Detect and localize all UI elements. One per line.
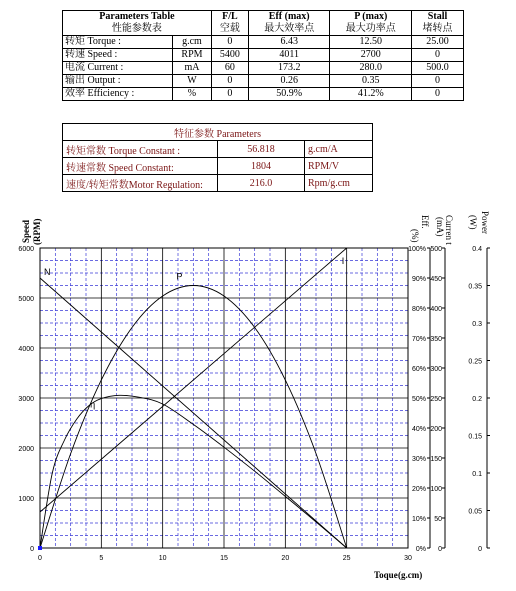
cell-value: 5400: [211, 49, 248, 62]
power-tick-label: 0.3: [472, 321, 482, 328]
speed-tick-label: 6000: [18, 246, 34, 253]
power-tick-label: 0.35: [468, 283, 482, 291]
cell-value: 41.2%: [330, 88, 412, 101]
x-tick-label: 15: [220, 555, 228, 562]
eff-tick-label: 20%: [411, 486, 426, 493]
constant-unit: g.cm/A: [305, 141, 373, 158]
speed-tick-label: 5000: [18, 296, 34, 303]
current-axis-label: Curren t: [444, 215, 454, 245]
x-tick-label: 5: [99, 555, 104, 562]
power-tick-label: 0.25: [468, 358, 482, 366]
current-tick-label: 150: [430, 456, 442, 463]
speed-tick-label: 4000: [18, 346, 34, 353]
origin-marker: [38, 546, 42, 550]
cell-value: 0: [211, 75, 248, 88]
param-header-cn: 堵转点: [422, 23, 453, 34]
row-label: 转矩 Torque :: [63, 36, 173, 49]
row-label: 效率 Efficiency :: [63, 88, 173, 101]
table-row: [63, 158, 373, 175]
series-label: η: [90, 399, 96, 410]
param-header-cn: 性能参数表: [111, 23, 162, 34]
x-tick-label: 25: [342, 555, 351, 562]
table-row: [63, 88, 464, 101]
cell-value: 0: [412, 75, 464, 88]
current-tick-label: 450: [430, 276, 442, 283]
table-row: [63, 75, 464, 88]
series-label: N: [44, 267, 51, 277]
eff-tick-label: 10%: [411, 516, 426, 523]
table-row: [63, 141, 373, 158]
constants-table: [62, 123, 373, 192]
x-tick-label: 0: [38, 555, 42, 562]
row-unit: mA: [173, 62, 212, 75]
x-axis-label: Toque: [374, 570, 398, 580]
power-axis-label: Power: [480, 211, 490, 234]
param-header-en: Stall: [427, 11, 448, 22]
current-tick-label: 50: [434, 516, 442, 523]
eff-tick-label: 60%: [411, 366, 426, 373]
table-row: [63, 62, 464, 75]
param-header-cn: 最大效率点: [264, 23, 315, 34]
cell-value: 500.0: [412, 62, 464, 75]
current-tick-label: 200: [430, 426, 442, 433]
cell-value: 0.35: [330, 75, 412, 88]
speed-tick-label: 1000: [18, 496, 34, 503]
power-tick-label: 0.15: [468, 433, 482, 441]
row-label: 输出 Output :: [63, 75, 173, 88]
constant-value: 56.818: [218, 141, 305, 158]
motor-performance-chart: [0, 205, 516, 591]
current-tick-label: 100: [430, 486, 442, 493]
constant-unit: Rpm/g.cm: [305, 175, 373, 192]
param-header-3: [330, 11, 412, 36]
x-tick-label: 20: [281, 555, 290, 562]
table-row: [63, 36, 464, 49]
cell-value: 4011: [248, 49, 330, 62]
speed-tick-label: 0: [30, 546, 34, 553]
param-header-en: Eff (max): [268, 11, 310, 22]
eff-axis-label: Eff.: [420, 215, 430, 229]
row-label: 转速 Speed :: [63, 49, 173, 62]
eff-tick-label: 80%: [411, 306, 426, 313]
row-unit: W: [173, 75, 212, 88]
row-unit: %: [173, 88, 212, 101]
cell-value: 173.2: [248, 62, 330, 75]
param-header-cn: 最大功率点: [345, 23, 396, 34]
cell-value: 2700: [330, 49, 412, 62]
cell-value: 12.50: [330, 36, 412, 49]
param-header-0: [63, 11, 212, 36]
cell-value: 50.9%: [248, 88, 330, 101]
cell-value: 6.43: [248, 36, 330, 49]
speed-axis-label: Speed: [21, 219, 31, 243]
major-grid: [40, 248, 408, 548]
param-header-2: [248, 11, 330, 36]
parameters-table: [62, 10, 464, 101]
table-row: [63, 175, 373, 192]
series-label: I: [341, 256, 345, 266]
power-tick-label: 0.4: [472, 246, 482, 253]
eff-tick-label: 70%: [411, 336, 426, 343]
power-tick-label: 0.05: [468, 508, 482, 516]
current-tick-label: 350: [430, 336, 442, 343]
speed-tick-label: 2000: [18, 446, 34, 453]
cell-value: 0: [211, 88, 248, 101]
current-tick-label: 250: [430, 396, 442, 403]
current-tick-label: 400: [430, 306, 442, 313]
x-tick-label: 30: [404, 555, 412, 562]
constants-title: 特征参数 Parameters: [63, 124, 373, 141]
eff-tick-label: 100%: [408, 246, 426, 253]
eff-tick-label: 30%: [411, 456, 426, 463]
constant-label: 转矩常数 Torque Constant :: [63, 141, 218, 158]
current-axis-unit: (mA): [435, 217, 445, 237]
param-header-en: P (max): [354, 11, 388, 22]
constant-value: 1804: [218, 158, 305, 175]
constant-unit: RPM/V: [305, 158, 373, 175]
constant-value: 216.0: [218, 175, 305, 192]
eff-tick-label: 40%: [411, 426, 426, 433]
eff-axis-unit: (%): [410, 229, 420, 243]
cell-value: 0.26: [248, 75, 330, 88]
speed-tick-label: 3000: [18, 396, 34, 403]
param-header-en: F/L: [222, 11, 238, 22]
row-label: 电流 Current :: [63, 62, 173, 75]
cell-value: 280.0: [330, 62, 412, 75]
x-axis-unit: (g.cm): [398, 570, 423, 580]
current-tick-label: 300: [430, 366, 442, 373]
cell-value: 0: [211, 36, 248, 49]
power-tick-label: 0: [478, 546, 482, 553]
power-tick-label: 0.2: [472, 396, 482, 403]
cell-value: 0: [412, 49, 464, 62]
param-header-4: [412, 11, 464, 36]
cell-value: 0: [412, 88, 464, 101]
series-label: P: [176, 271, 183, 282]
param-header-cn: 空载: [219, 23, 240, 34]
eff-tick-label: 90%: [411, 276, 426, 283]
x-tick-label: 10: [158, 555, 167, 562]
row-unit: RPM: [173, 49, 212, 62]
param-header-en: Parameters Table: [99, 11, 175, 22]
row-unit: g.cm: [173, 36, 212, 49]
eff-tick-label: 0%: [415, 546, 426, 553]
cell-value: 60: [211, 62, 248, 75]
current-tick-label: 0: [438, 546, 442, 553]
current-tick-label: 500: [430, 246, 442, 253]
constant-label: 速度/转矩常数Motor Regulation:: [63, 175, 218, 192]
power-axis-unit: (W): [468, 215, 478, 230]
eff-tick-label: 50%: [411, 396, 426, 403]
constant-label: 转速常数 Speed Constant:: [63, 158, 218, 175]
speed-axis-unit: (RPM): [32, 218, 42, 245]
parameters-table-header: [63, 11, 464, 36]
cell-value: 25.00: [412, 36, 464, 49]
power-tick-label: 0.1: [472, 471, 482, 478]
table-row: [63, 49, 464, 62]
param-header-1: [211, 11, 248, 36]
